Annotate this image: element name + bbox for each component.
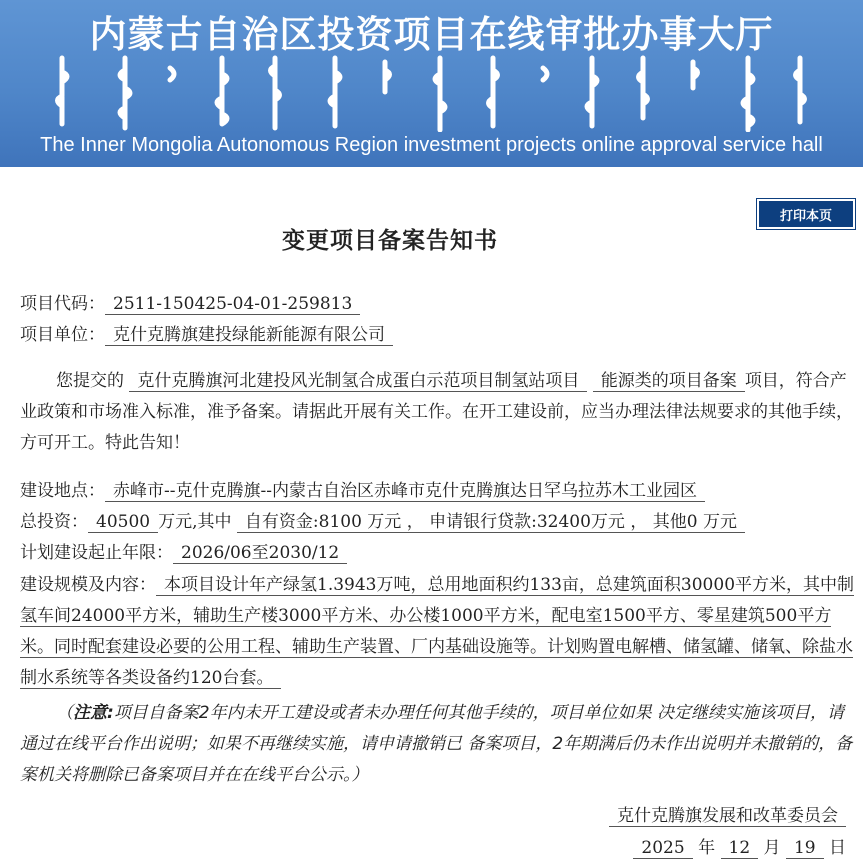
location-label: 建设地点： bbox=[20, 481, 105, 501]
date-day-unit: 日 bbox=[829, 838, 846, 858]
note-label: 注意: bbox=[73, 703, 114, 723]
issuer-name: 克什克腾旗发展和改革委员会 bbox=[609, 806, 846, 827]
scale-label: 建设规模及内容： bbox=[20, 575, 156, 595]
notice-body bbox=[20, 366, 855, 459]
date-year-unit: 年 bbox=[698, 838, 716, 858]
project-unit-label: 项目单位： bbox=[20, 325, 105, 345]
period-label: 计划建设起止年限： bbox=[20, 543, 173, 563]
period-value: 2026/06至2030/12 bbox=[173, 543, 347, 564]
project-unit-row bbox=[20, 324, 393, 346]
issue-date bbox=[633, 836, 846, 860]
scale-row bbox=[20, 570, 855, 694]
investment-total: 40500 bbox=[88, 512, 158, 533]
body-rest: 项目，符合产业政策和市场准入标准，准予备案。请据此开展有关工作。在开工建设前，应当办理法律法规要求的其他手续，方可开工。特此告知！ bbox=[20, 371, 853, 453]
project-name: 克什克腾旗河北建投风光制氢合成蛋白示范项目制氢站项目 bbox=[129, 371, 587, 392]
project-code-label: 项目代码： bbox=[20, 294, 105, 314]
location-row bbox=[20, 480, 705, 502]
period-row bbox=[20, 542, 347, 564]
investment-breakdown: 自有资金:8100 万元 ， 申请银行贷款:32400万元 ， 其他0 万元 bbox=[237, 512, 745, 533]
investment-unit: 万元,其中 bbox=[158, 512, 232, 532]
location-value: 赤峰市--克什克腾旗--内蒙古自治区赤峰市克什克腾旗达日罕乌拉苏木工业园区 bbox=[105, 481, 705, 502]
investment-label: 总投资： bbox=[20, 512, 88, 532]
document-title: 变更项目备案告知书 bbox=[282, 227, 498, 254]
note-open: （ bbox=[56, 703, 73, 723]
project-code-row bbox=[20, 293, 360, 315]
project-code-value: 2511-150425-04-01-259813 bbox=[105, 294, 360, 315]
date-day: 19 bbox=[786, 838, 824, 859]
project-category: 能源类的项目备案 bbox=[593, 371, 745, 392]
banner-subtitle-en: The Inner Mongolia Autonomous Region investment projects online approval service hall bbox=[40, 134, 823, 156]
scale-value: 本项目设计年产绿氢1.3943万吨，总用地面积约133亩，总建筑面积30000平方米，其中制氢车间24000平方米，辅助生产楼3000平方米、办公楼1000平方米，配电室1500平方、零星建筑500平方米。同时配套建设必要的公用工程、辅助生产装置、厂内基础设施等。计划购置电解槽、储氢罐、储氧、除盐水制水系统等各类设备约120台套。 bbox=[20, 575, 855, 688]
date-month: 12 bbox=[721, 838, 759, 859]
issuer-row bbox=[609, 804, 846, 828]
banner-title: 内蒙古自治区投资项目在线审批办事大厅 bbox=[89, 12, 774, 56]
mongolian-script-graphic bbox=[0, 52, 863, 132]
notice-note bbox=[20, 698, 855, 791]
header-banner bbox=[0, 0, 863, 167]
body-intro: 您提交的 bbox=[56, 371, 124, 391]
project-unit-value: 克什克腾旗建投绿能新能源有限公司 bbox=[105, 325, 393, 346]
investment-row bbox=[20, 511, 745, 533]
date-month-unit: 月 bbox=[763, 838, 781, 858]
date-year: 2025 bbox=[633, 838, 692, 859]
print-button[interactable]: 打印本页 bbox=[757, 199, 855, 229]
note-text: 项目自备案2年内未开工建设或者未办理任何其他手续的，项目单位如果 决定继续实施该项目，请通过在线平台作出说明；如果不再继续实施，请申请撤销已 备案项目，2年期满后仍未作出说明并未撤销的，备案机关将删除已备案项目并在在线平台公示。） bbox=[20, 703, 853, 785]
